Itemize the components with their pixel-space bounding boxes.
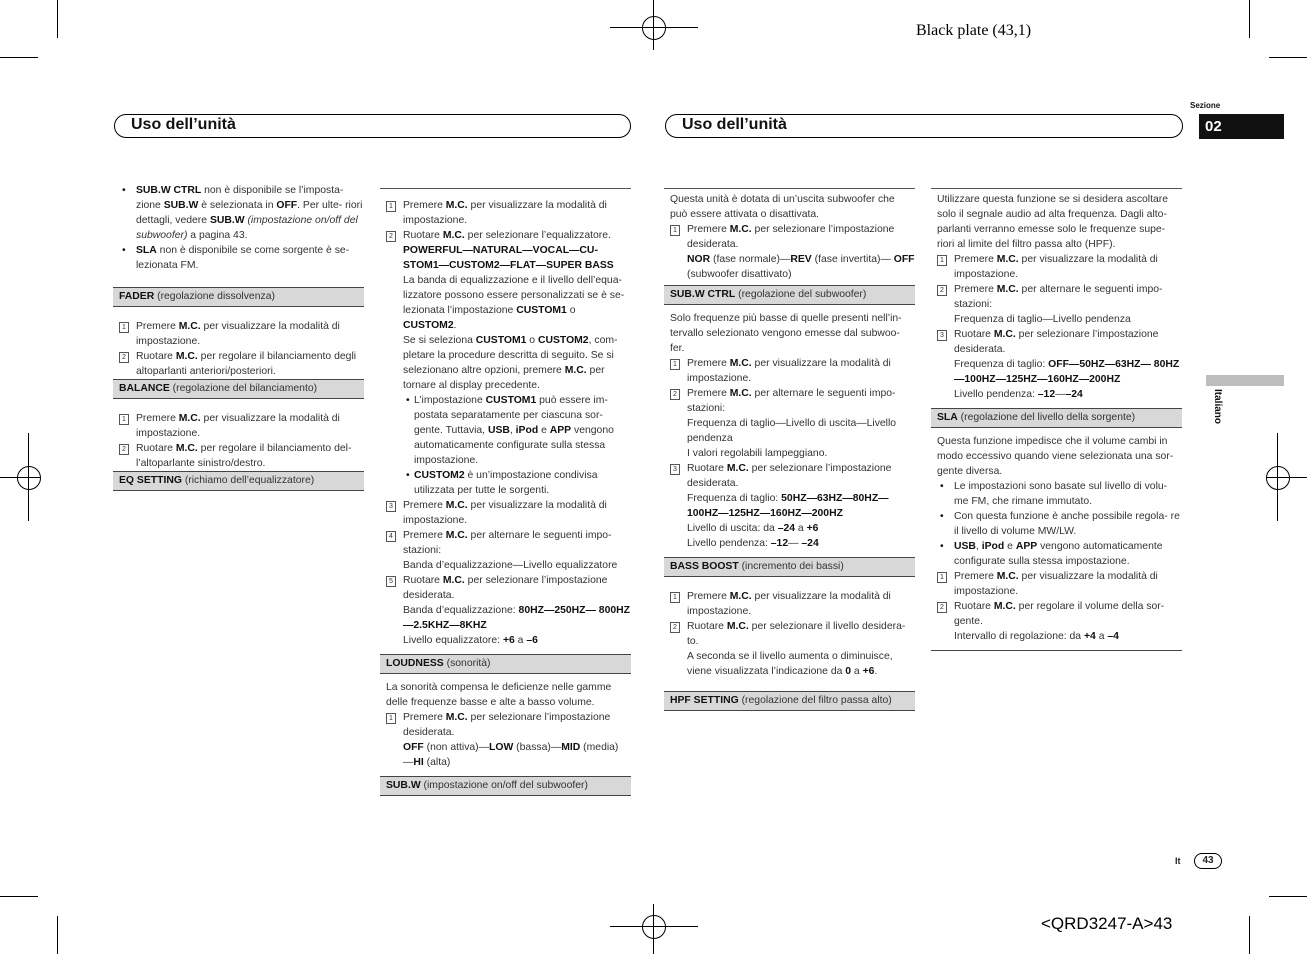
registration-mark	[1266, 466, 1290, 490]
step-item: 1 Premere M.C. per visualizzare la modalità di impostazione.	[931, 252, 1182, 282]
crop-mark	[1249, 0, 1250, 38]
paragraph: Livello pendenza: –12—–24	[954, 389, 1083, 400]
step-item: 2 Ruotare M.C. per regolare il bilanciamento del- l’altoparlante sinistro/destro.	[113, 441, 364, 471]
step-item: 3 Ruotare M.C. per selezionare l’impostazione desiderata.	[664, 461, 915, 491]
equalizer-options: POWERFUL—NATURAL—VOCAL—CU- STOM1—CUSTOM2—FLAT—SUPER BASS	[403, 245, 614, 271]
section-header-left	[114, 114, 631, 138]
section-bar-fader: FADER (regolazione dissolvenza)	[113, 287, 364, 307]
crop-mark	[1269, 57, 1307, 58]
step-item: 1 Premere M.C. per visualizzare la modalità di impostazione.	[664, 356, 915, 386]
paragraph: La sonorità compensa le deficienze nelle gamme delle frequenze basse e alte a basso volume.	[386, 682, 612, 708]
crop-mark	[0, 896, 38, 897]
crop-mark	[1269, 896, 1307, 897]
registration-mark	[28, 433, 29, 521]
column-1	[113, 183, 364, 491]
registration-mark	[1277, 433, 1278, 521]
registration-mark	[0, 477, 40, 478]
paragraph: La banda di equalizzazione e il livello dell’equa- lizzatore possono essere personalizzati se è se- lezionata l’impostazione CUSTOM1 o CUSTOM2.	[403, 275, 625, 331]
paragraph: A seconda se il livello aumenta o diminuisce, viene visualizzata l’indicazione da 0 a +6.	[687, 651, 893, 677]
registration-mark	[17, 466, 41, 490]
crop-mark	[57, 916, 58, 954]
language-label: Italiano	[1212, 389, 1223, 425]
paragraph: Banda d’equalizzazione—Livello equalizzatore	[403, 560, 618, 571]
section-bar-bass-boost: BASS BOOST (incremento dei bassi)	[664, 557, 915, 577]
section-title: Uso dell’unità	[131, 116, 236, 133]
page-number: 43	[1194, 853, 1222, 869]
list-item: • SLA non è disponibile se come sorgente è se- lezionata FM.	[113, 243, 364, 273]
paragraph: NOR (fase normale)—REV (fase invertita)— OFF (subwoofer disattivato)	[687, 254, 915, 280]
step-item: 2 Ruotare M.C. per selezionare il livello desidera- to.	[664, 619, 915, 649]
step-item: 2 Ruotare M.C. per selezionare l’equalizzatore.	[380, 228, 631, 243]
step-item: 4 Premere M.C. per alternare le seguenti impo- stazioni:	[380, 528, 631, 558]
step-item: 1 Premere M.C. per visualizzare la modalità di impostazione.	[380, 198, 631, 228]
paragraph: Frequenza di taglio—Livello di uscita—Livello pendenza	[687, 418, 897, 444]
registration-mark	[610, 27, 698, 28]
paragraph: Questa funzione impedisce che il volume cambi in modo eccessivo quando viene selezionata una sor- gente diversa.	[937, 436, 1174, 477]
section-bar-hpf-setting: HPF SETTING (regolazione del filtro passa alto)	[664, 691, 915, 711]
list-item: • SUB.W CTRL non è disponibile se l’imposta- zione SUB.W è selezionata in OFF. Per ulte- riori dettagli, vedere SUB.W (impostazione on/off del subwoofer) a pagina 43.	[113, 183, 364, 243]
step-item: 2 Ruotare M.C. per regolare il volume della sor- gente.	[931, 599, 1182, 629]
paragraph: Se si seleziona CUSTOM1 o CUSTOM2, com- pletare la procedure descritta di seguito. Se si selezionano altre opzioni, premere M.C. per tornare al display precedente.	[403, 335, 618, 391]
registration-mark	[653, 904, 654, 954]
crop-mark	[0, 57, 38, 58]
column-2	[380, 188, 631, 796]
list-item: • Le impostazioni sono basate sul livello di volu- me FM, che rimane immutato.	[931, 479, 1182, 509]
section-bar-subw-ctrl: SUB.W CTRL (regolazione del subwoofer)	[664, 285, 915, 305]
paragraph: Frequenza di taglio: OFF—50HZ—63HZ— 80HZ—100HZ—125HZ—160HZ—200HZ	[954, 359, 1180, 385]
column-3	[664, 188, 915, 711]
paragraph: Utilizzare questa funzione se si desidera ascoltare solo il segnale audio ad alta frequenza. Dagli alto- parlanti verranno emesse solo le frequenze supe- riori al limite del filtro passa alto (HPF).	[937, 194, 1169, 250]
step-item: 2 Ruotare M.C. per regolare il bilanciamento degli altoparlanti anteriori/posteriori.	[113, 349, 364, 379]
step-item: 1 Premere M.C. per visualizzare la modalità di impostazione.	[931, 569, 1182, 599]
plate-label: Black plate (43,1)	[916, 22, 1032, 39]
section-header-right	[665, 114, 1183, 138]
paragraph: Livello pendenza: –12— –24	[687, 538, 819, 549]
list-item: • USB, iPod e APP vengono automaticamente configurate sulla stessa impostazione.	[931, 539, 1182, 569]
list-item: • CUSTOM2 è un’impostazione condivisa utilizzata per tutte le sorgenti.	[397, 468, 631, 498]
language-tab	[1206, 375, 1284, 386]
list-item: • L’impostazione CUSTOM1 può essere im- postata separatamente per ciascuna sor- gente. Tuttavia, USB, iPod e APP vengono automaticamente configurate sulla stessa impostazione.	[397, 393, 631, 468]
step-item: 1 Premere M.C. per selezionare l’impostazione desiderata.	[380, 710, 631, 740]
registration-mark	[610, 926, 698, 927]
step-item: 3 Ruotare M.C. per selezionare l’impostazione desiderata.	[931, 327, 1182, 357]
list-item: • Con questa funzione è anche possibile regola- re il livello di volume MW/LW.	[931, 509, 1182, 539]
step-item: 1 Premere M.C. per visualizzare la modalità di impostazione.	[664, 589, 915, 619]
registration-mark	[1267, 477, 1307, 478]
paragraph: Banda d’equalizzazione: 80HZ—250HZ— 800HZ—2.5KHZ—8KHZ	[403, 605, 630, 631]
page-language: It	[1175, 856, 1181, 866]
paragraph: Solo frequenze più basse di quelle presenti nell’in- tervallo selezionato vengono emesse dal subwoo- fer.	[670, 313, 902, 354]
paragraph: OFF (non attiva)—LOW (bassa)—MID (media) —HI (alta)	[403, 742, 619, 768]
step-item: 2 Premere M.C. per alternare le seguenti impo- stazioni:	[664, 386, 915, 416]
section-bar-eq-setting: EQ SETTING (richiamo dell’equalizzatore)	[113, 471, 364, 491]
step-item: 2 Premere M.C. per alternare le seguenti impo- stazioni:	[931, 282, 1182, 312]
section-bar-subw: SUB.W (impostazione on/off del subwoofer)	[380, 776, 631, 796]
step-item: 1 Premere M.C. per visualizzare la modalità di impostazione.	[113, 411, 364, 441]
registration-mark	[653, 0, 654, 50]
column-4	[931, 188, 1182, 651]
section-number-tab: 02	[1199, 114, 1284, 139]
step-item: 1 Premere M.C. per selezionare l’impostazione desiderata.	[664, 222, 915, 252]
paragraph: Frequenza di taglio—Livello pendenza	[954, 314, 1131, 325]
section-label: Sezione	[1190, 101, 1221, 110]
step-item: 3 Premere M.C. per visualizzare la modalità di impostazione.	[380, 498, 631, 528]
paragraph: I valori regolabili lampeggiano.	[687, 448, 828, 459]
section-bar-balance: BALANCE (regolazione del bilanciamento)	[113, 379, 364, 399]
paragraph: Questa unità è dotata di un’uscita subwoofer che può essere attivata o disattivata.	[670, 194, 895, 220]
registration-mark	[642, 915, 666, 939]
crop-mark	[57, 0, 58, 38]
step-item: 5 Ruotare M.C. per selezionare l’impostazione desiderata.	[380, 573, 631, 603]
section-bar-loudness: LOUDNESS (sonorità)	[380, 654, 631, 674]
paragraph: Livello di uscita: da –24 a +6	[687, 523, 819, 534]
step-item: 1 Premere M.C. per visualizzare la modalità di impostazione.	[113, 319, 364, 349]
registration-mark	[642, 16, 666, 40]
paragraph: Livello equalizzatore: +6 a –6	[403, 635, 538, 646]
document-code: <QRD3247-A>43	[1041, 914, 1173, 933]
paragraph: Intervallo di regolazione: da +4 a –4	[954, 631, 1119, 642]
paragraph: Frequenza di taglio: 50HZ—63HZ—80HZ— 100HZ—125HZ—160HZ—200HZ	[687, 493, 889, 519]
crop-mark	[1249, 916, 1250, 954]
section-bar-sla: SLA (regolazione del livello della sorgente)	[931, 408, 1182, 428]
section-title: Uso dell’unità	[682, 116, 787, 133]
